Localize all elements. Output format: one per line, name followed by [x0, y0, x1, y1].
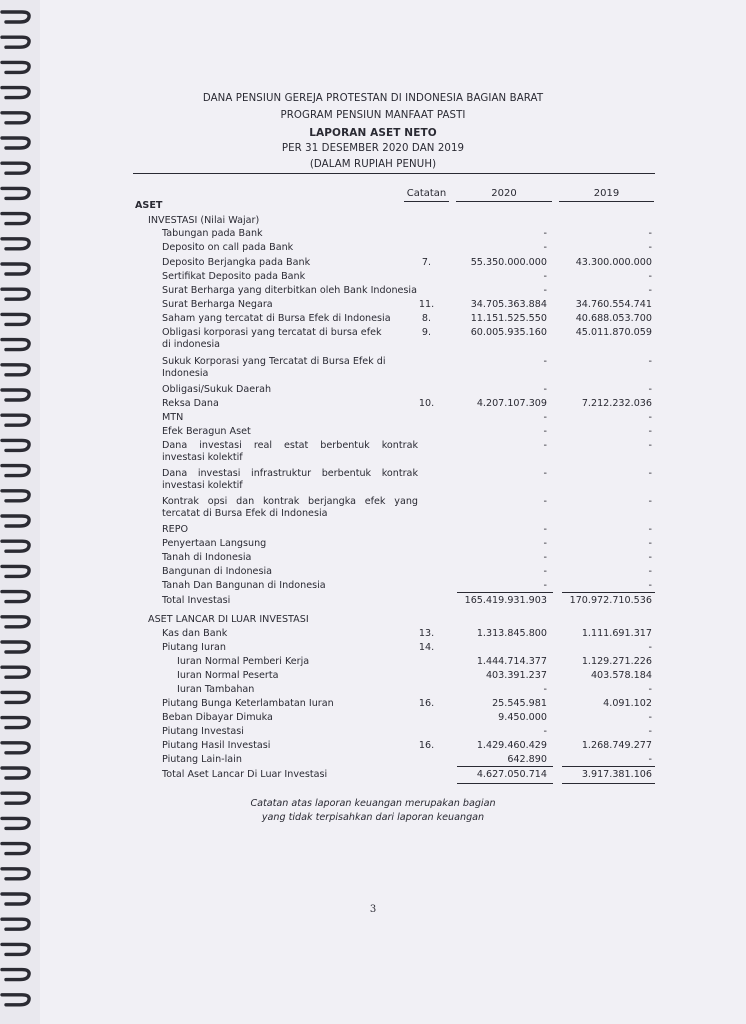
value-2020: 25.545.981: [492, 698, 547, 709]
column-header-note: Catatan: [404, 188, 449, 202]
value-2019: -: [648, 712, 652, 723]
header-rule: [133, 173, 655, 174]
value-2020: -: [543, 242, 547, 253]
row-label: Saham yang tercatat di Bursa Efek di Indonesia: [162, 313, 391, 324]
value-2020: 1.444.714.377: [476, 656, 547, 667]
subtotal-line-2020: [457, 592, 553, 593]
value-2019: -: [648, 566, 652, 577]
value-2020: 4.207.107.309: [476, 398, 547, 409]
value-2019: -: [648, 524, 652, 535]
row-label: Reksa Dana: [162, 398, 219, 409]
value-2019: -: [648, 384, 652, 395]
subtotal-line-2020: [457, 766, 553, 767]
footer-note-line-1: Catatan atas laporan keuangan merupakan bagian: [250, 798, 496, 809]
row-label: Efek Beragun Aset: [162, 426, 251, 437]
value-2020: -: [543, 384, 547, 395]
value-2020: -: [543, 726, 547, 737]
value-2020: -: [543, 566, 547, 577]
row-label: MTN: [162, 412, 184, 423]
value-2020: -: [543, 538, 547, 549]
value-2019: 3.917.381.106: [581, 769, 652, 780]
row-label: Deposito on call pada Bank: [162, 242, 294, 253]
row-label: Piutang Bunga Keterlambatan Iuran: [162, 698, 334, 709]
value-2019: 1.129.271.226: [581, 656, 652, 667]
org-name: DANA PENSIUN GEREJA PROTESTAN DI INDONESIA BAGIAN BARAT: [202, 93, 544, 104]
program-name: PROGRAM PENSIUN MANFAAT PASTI: [280, 110, 466, 121]
row-label: Tanah di Indonesia: [162, 552, 252, 563]
row-label: Tabungan pada Bank: [162, 228, 263, 239]
value-2020: 1.429.460.429: [476, 740, 547, 751]
subtotal-line-2019: [562, 592, 655, 593]
row-label: Surat Berharga yang diterbitkan oleh Bank Indonesia: [162, 285, 417, 296]
row-label: Kas dan Bank: [162, 628, 228, 639]
value-2019: -: [648, 468, 652, 479]
value-2019: 7.212.232.036: [581, 398, 652, 409]
row-label: Beban Dibayar Dimuka: [162, 712, 273, 723]
row-note: 9.: [421, 327, 432, 338]
row-note: 7.: [421, 257, 432, 268]
total-line-2020: [457, 783, 553, 784]
value-2020: -: [543, 356, 547, 367]
row-label: Penyertaan Langsung: [162, 538, 267, 549]
value-2019: 43.300.000.000: [575, 257, 652, 268]
value-2020: 9.450.000: [498, 712, 547, 723]
page-number: 3: [369, 904, 377, 915]
row-label: Deposito Berjangka pada Bank: [162, 257, 311, 268]
row-label: Dana investasi real estat berbentuk kontrak investasi kolektif: [162, 440, 418, 463]
report-unit: (DALAM RUPIAH PENUH): [309, 159, 437, 170]
value-2020: -: [543, 468, 547, 479]
value-2019: 170.972.710.536: [569, 595, 652, 606]
value-2020: -: [543, 496, 547, 507]
aset-lancar-heading: ASET LANCAR DI LUAR INVESTASI: [148, 614, 309, 625]
value-2019: -: [648, 440, 652, 451]
row-note: 16.: [418, 740, 435, 751]
value-2019: -: [648, 426, 652, 437]
row-label: Iuran Normal Peserta: [177, 670, 279, 681]
row-label: Total Aset Lancar Di Luar Investasi: [162, 769, 328, 780]
row-label: Piutang Investasi: [162, 726, 244, 737]
value-2019: -: [648, 242, 652, 253]
report-title: LAPORAN ASET NETO: [309, 127, 437, 139]
value-2020: 1.313.845.800: [476, 628, 547, 639]
row-label: Kontrak opsi dan kontrak berjangka efek yang tercatat di Bursa Efek di Indonesia: [162, 496, 418, 519]
row-label: Obligasi/Sukuk Daerah: [162, 384, 272, 395]
row-label: Bangunan di Indonesia: [162, 566, 273, 577]
row-label: Piutang Iuran: [162, 642, 226, 653]
value-2020: 55.350.000.000: [470, 257, 547, 268]
total-line-2019: [562, 783, 655, 784]
column-header-2019: 2019: [559, 188, 654, 202]
value-2020: 60.005.935.160: [470, 327, 547, 338]
row-label: Iuran Normal Pemberi Kerja: [177, 656, 310, 667]
row-label: Piutang Hasil Investasi: [162, 740, 271, 751]
row-label: Dana investasi infrastruktur berbentuk kontrak investasi kolektif: [162, 468, 418, 491]
value-2020: -: [543, 524, 547, 535]
report-period: PER 31 DESEMBER 2020 DAN 2019: [281, 143, 465, 154]
value-2020: 4.627.050.714: [476, 769, 547, 780]
value-2020: -: [543, 426, 547, 437]
row-label: Sukuk Korporasi yang Tercatat di Bursa Efek di Indonesia: [162, 356, 386, 379]
row-label: Obligasi korporasi yang tercatat di bursa efek di indonesia: [162, 327, 382, 350]
value-2020: 34.705.363.884: [470, 299, 547, 310]
investasi-heading: INVESTASI (Nilai Wajar): [148, 215, 260, 226]
row-note: 13.: [418, 628, 435, 639]
row-label: Sertifikat Deposito pada Bank: [162, 271, 306, 282]
row-label: Surat Berharga Negara: [162, 299, 273, 310]
value-2019: -: [648, 228, 652, 239]
value-2020: -: [543, 440, 547, 451]
value-2019: 34.760.554.741: [575, 299, 652, 310]
value-2019: -: [648, 285, 652, 296]
row-note: 14.: [418, 642, 435, 653]
value-2019: -: [648, 726, 652, 737]
value-2019: -: [648, 412, 652, 423]
value-2019: -: [648, 754, 652, 765]
value-2020: 165.419.931.903: [464, 595, 547, 606]
value-2020: 403.391.237: [485, 670, 547, 681]
row-label: Iuran Tambahan: [177, 684, 255, 695]
value-2019: -: [648, 580, 652, 591]
value-2020: -: [543, 580, 547, 591]
row-note: 16.: [418, 698, 435, 709]
value-2020: -: [543, 412, 547, 423]
row-label: REPO: [162, 524, 189, 535]
value-2020: 11.151.525.550: [470, 313, 547, 324]
value-2019: -: [648, 552, 652, 563]
row-label: Tanah Dan Bangunan di Indonesia: [162, 580, 326, 591]
row-note: 10.: [418, 398, 435, 409]
row-note: 11.: [418, 299, 435, 310]
value-2019: -: [648, 642, 652, 653]
value-2020: -: [543, 228, 547, 239]
footer-note-line-2: yang tidak terpisahkan dari laporan keuangan: [261, 812, 485, 823]
subtotal-line-2019: [562, 766, 655, 767]
row-note: 8.: [421, 313, 432, 324]
row-label: Piutang Lain-lain: [162, 754, 242, 765]
value-2019: -: [648, 538, 652, 549]
value-2019: 1.111.691.317: [581, 628, 652, 639]
column-header-2020: 2020: [456, 188, 552, 202]
row-label: Total Investasi: [162, 595, 231, 606]
value-2020: -: [543, 285, 547, 296]
value-2020: 642.890: [507, 754, 547, 765]
value-2020: -: [543, 684, 547, 695]
value-2020: -: [543, 552, 547, 563]
value-2019: 403.578.184: [590, 670, 652, 681]
value-2019: -: [648, 356, 652, 367]
value-2020: -: [543, 271, 547, 282]
value-2019: 40.688.053.700: [575, 313, 652, 324]
value-2019: -: [648, 684, 652, 695]
value-2019: -: [648, 496, 652, 507]
value-2019: 4.091.102: [603, 698, 652, 709]
value-2019: 45.011.870.059: [575, 327, 652, 338]
section-heading: ASET: [135, 200, 163, 211]
value-2019: -: [648, 271, 652, 282]
value-2019: 1.268.749.277: [581, 740, 652, 751]
